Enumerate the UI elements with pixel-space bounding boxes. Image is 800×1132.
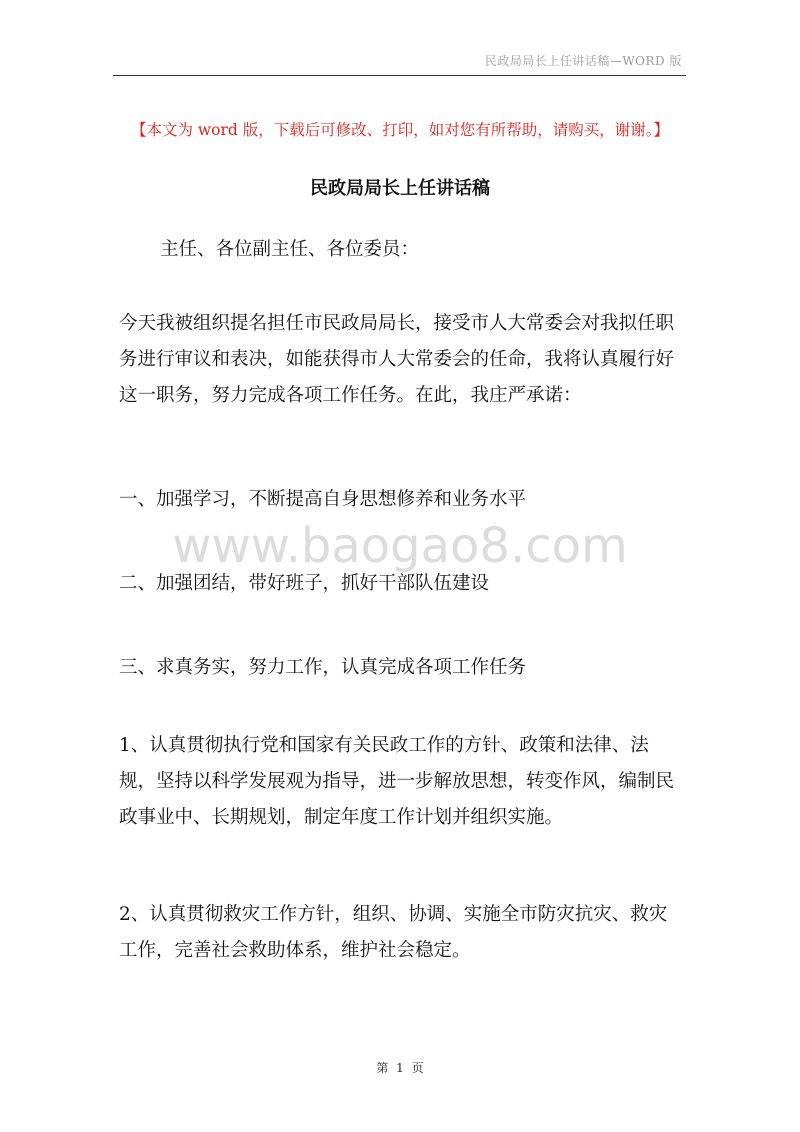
footer-prefix: 第 (376, 1061, 389, 1075)
header-divider (113, 75, 686, 76)
salutation: 主任、各位副主任、各位委员： (160, 239, 420, 260)
page-footer (0, 1059, 800, 1076)
paragraph-item-1: 1、认真贯彻执行党和国家有关民政工作的方针、政策和法律、法规，坚持以科学发展观为指导，进一步解放思想，转变作风，编制民政事业中、长期规划，制定年度工作计划并组织实施。 (119, 735, 675, 828)
footer-suffix: 页 (411, 1061, 424, 1075)
running-header-title: 民政局局长上任讲话稿—WORD 版 (484, 54, 682, 68)
paragraph-intro: 今天我被组织提名担任市民政局局长，接受市人大常委会对我拟任职务进行审议和表决，如能获得市人大常委会的任命，我将认真履行好这一职务，努力完成各项工作任务。在此，我庄严承诺： (119, 313, 675, 406)
purchase-notice: 【本文为 word 版，下载后可修改、打印，如对您有所帮助，请购买，谢谢。】 (130, 121, 670, 139)
paragraph-item-2: 2、认真贯彻救灾工作方针，组织、协调、实施全市防灾抗灾、救灾工作，完善社会救助体系，维护社会稳定。 (119, 904, 668, 961)
footer-page-number: 1 (396, 1061, 404, 1075)
watermark: www.baogao8.com (172, 518, 628, 574)
section-heading-two: 二、加强团结，带好班子，抓好干部队伍建设 (119, 573, 490, 594)
section-heading-one: 一、加强学习，不断提高自身思想修养和业务水平 (119, 489, 527, 510)
section-heading-three: 三、求真务实，努力工作，认真完成各项工作任务 (119, 657, 527, 678)
document-title: 民政局局长上任讲话稿 (310, 178, 490, 199)
